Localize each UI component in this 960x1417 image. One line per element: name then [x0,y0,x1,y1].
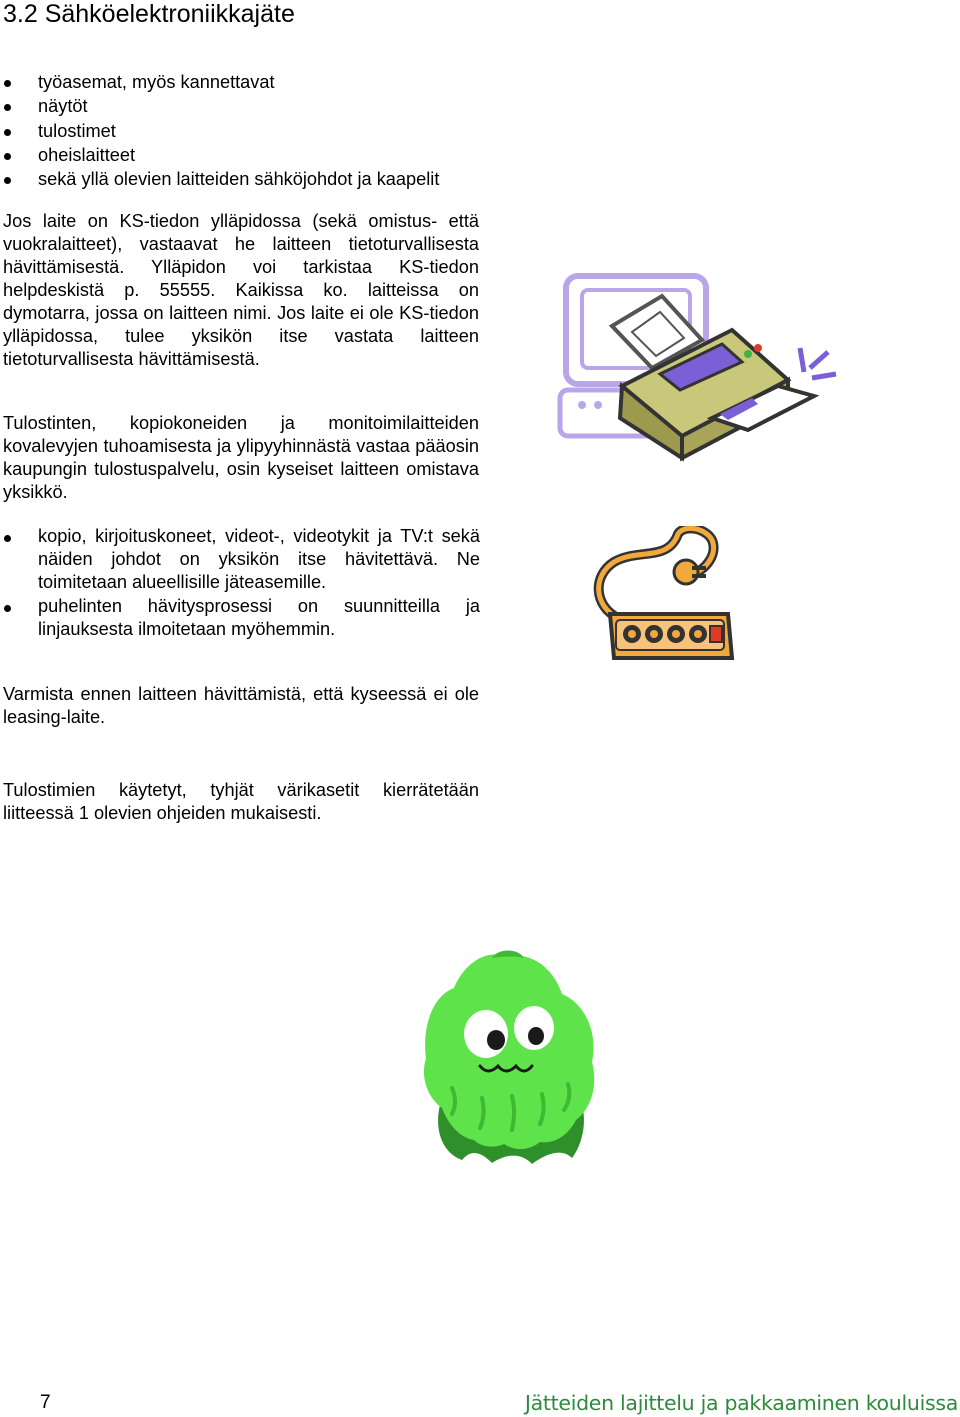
section-title: 3.2 Sähköelektroniikkajäte [3,0,295,28]
bullet-icon [4,535,11,542]
power-strip-clipart [588,526,738,662]
green-monster-mascot [412,948,606,1170]
list-item: sekä yllä olevien laitteiden sähköjohdot ja kaapelit [0,167,480,191]
computer-printer-clipart [552,268,842,468]
bullet-icon [4,104,11,111]
paragraph-leasing: Varmista ennen laitteen hävittämistä, että kyseessä ei ole leasing-laite. [3,684,479,727]
page-number: 7 [40,1392,51,1413]
list-item: kopio, kirjoituskoneet, videot-, videotykit ja TV:t sekä näiden johdot on yksikön itse hävitettävä. Ne toimitetaan alueellisille jäteasemille. [0,525,480,594]
paragraph-cartridges: Tulostimien käytetyt, tyhjät värikasetit kierrätetään liitteessä 1 olevien ohjeiden mukaisesti. [3,780,479,823]
list-item: oheislaitteet [0,143,480,167]
paragraph-printers: Tulostinten, kopiokoneiden ja monitoimilaitteiden kovalevyjen tuhoamisesta ja ylipyyhinnästä vastaa pääosin kaupungin tulostuspalvelu, osin kyseiset laitteen omistava yksikkö. [3,413,479,502]
bullet-icon [4,177,11,184]
bullet-icon [4,605,11,612]
bullet-icon [4,153,11,160]
bullet-icon [4,129,11,136]
paragraph-ks-tieto: Jos laite on KS-tiedon ylläpidossa (sekä omistus- että vuokralaitteet), vastaavat he laitteen tietoturvallisesta hävittämisestä. Ylläpidon voi tarkistaa KS-tiedon helpdeskistä p. 55555. Kaikissa ko. laitteissa on dymotarra, jossa on laitteen nimi. Jos laite ei ole KS-tiedon ylläpidossa, tulee yksikön itse vastata laitteen tietoturvallisesta hävittämisestä. [3,211,479,369]
list-item: tulostimet [0,119,480,143]
list-item: näytöt [0,94,480,118]
list-item: työasemat, myös kannettavat [0,70,480,94]
list-item: puhelinten hävitysprosessi on suunnitteilla ja linjauksesta ilmoitetaan myöhemmin. [0,595,480,641]
device-list [0,70,480,191]
footer-title: Jätteiden lajittelu ja pakkaaminen kouluissa [524,1391,958,1415]
bullet-icon [4,80,11,87]
disposal-list [0,525,480,642]
